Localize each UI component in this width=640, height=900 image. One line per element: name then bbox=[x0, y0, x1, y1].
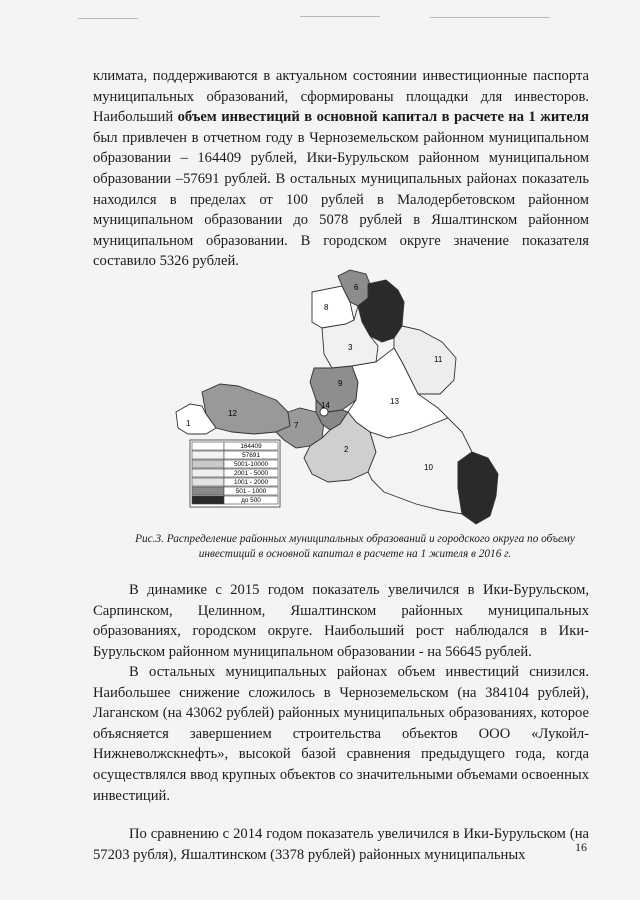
map-label-6: 6 bbox=[354, 283, 359, 292]
district-map-figure bbox=[172, 262, 532, 528]
legend-label: 57691 bbox=[242, 452, 260, 459]
page-number: 16 bbox=[575, 840, 587, 854]
map-label-13: 13 bbox=[390, 397, 399, 406]
map-label-12: 12 bbox=[228, 409, 237, 418]
legend-swatch bbox=[192, 442, 224, 450]
paragraph-intro bbox=[93, 66, 589, 272]
map-label-10: 10 bbox=[424, 463, 433, 472]
paragraph-intro-text-a: климата, поддерживаются в актуальном состоянии инвестиционные паспорта муниципальных образований, сформированы площадки для инвесторов. Наибольший bbox=[93, 68, 589, 126]
map-label-11: 11 bbox=[434, 355, 443, 364]
figure-caption: Рис.3. Распределение районных муниципальных образований и городского округа по объему инвестиций в основной капитал в расчете на 1 жителя в 2016 г. bbox=[135, 533, 575, 560]
map-label-8: 8 bbox=[324, 303, 329, 312]
legend-swatch bbox=[192, 460, 224, 468]
legend-swatch bbox=[192, 478, 224, 486]
paragraph-comparison-2014: По сравнению с 2014 годом показатель увеличился в Ики-Бурульском (на 57203 рубля), Яшалтинском (3378 рублей) районных муниципальных bbox=[93, 826, 589, 863]
legend-label: 501 - 1000 bbox=[235, 488, 267, 495]
legend-label: 5001-10000 bbox=[233, 461, 269, 468]
legend-swatch bbox=[192, 469, 224, 477]
map-label-14: 14 bbox=[321, 401, 330, 410]
legend-label: 164409 bbox=[240, 443, 262, 450]
paragraph-intro-text-b: был привлечен в отчетном году в Черноземельском районном муниципальном образовании – 164409 рублей, Ики-Бурульском районном муниципальном образовании –57691 рублей. В остальных муниципальных районах показатель находился в пределах от 100 рублей в Малодербетовском районном муниципальном образовании до 5078 рублей в Яшалтинском районном муниципальном образовании. В городском округе значение показателя составило 5326 рублей. bbox=[93, 129, 589, 270]
legend-label: до 500 bbox=[241, 497, 261, 504]
legend-label: 1001 - 2000 bbox=[233, 479, 269, 486]
legend-swatch bbox=[192, 487, 224, 495]
legend-swatch bbox=[192, 496, 224, 504]
map-label-9: 9 bbox=[338, 379, 343, 388]
map-label-2: 2 bbox=[344, 445, 349, 454]
map-label-1: 1 bbox=[186, 419, 191, 428]
scan-artifact bbox=[430, 17, 550, 18]
map-label-7: 7 bbox=[294, 421, 299, 430]
legend-swatch bbox=[192, 451, 224, 459]
legend-label: 2001 - 5000 bbox=[233, 470, 269, 477]
map-region-dark-southeast bbox=[458, 452, 498, 524]
map-label-3: 3 bbox=[348, 343, 353, 352]
paragraph-decline: В остальных муниципальных районах объем инвестиций снизился. Наибольшее снижение сложилось в Черноземельском (на 384104 рублей), Лаганском (на 43062 рублей) районных муниципальных образованиях, которое объясняется завершением строительства объектов ООО «Лукойл-Нижневолжскнефть», высокой базой сравнения предыдущего года, когда осуществлялся ввод крупных объектов со значительными объемами освоенных инвестиций. bbox=[93, 664, 589, 804]
paragraph-dynamics: В динамике с 2015 годом показатель увеличился в Ики-Бурульском, Сарпинском, Целинном, Яшалтинском районных муниципальных образованиях, городском округе. Наибольший рост наблюдался в Ики-Бурульском районном муниципальном образовании - на 56645 рублей. bbox=[93, 582, 589, 660]
paragraph-intro-bold: объем инвестиций в основной капитал в расчете на 1 жителя bbox=[177, 109, 589, 126]
scan-artifact bbox=[300, 16, 380, 17]
scan-artifact bbox=[78, 18, 138, 19]
map-legend bbox=[190, 440, 280, 507]
